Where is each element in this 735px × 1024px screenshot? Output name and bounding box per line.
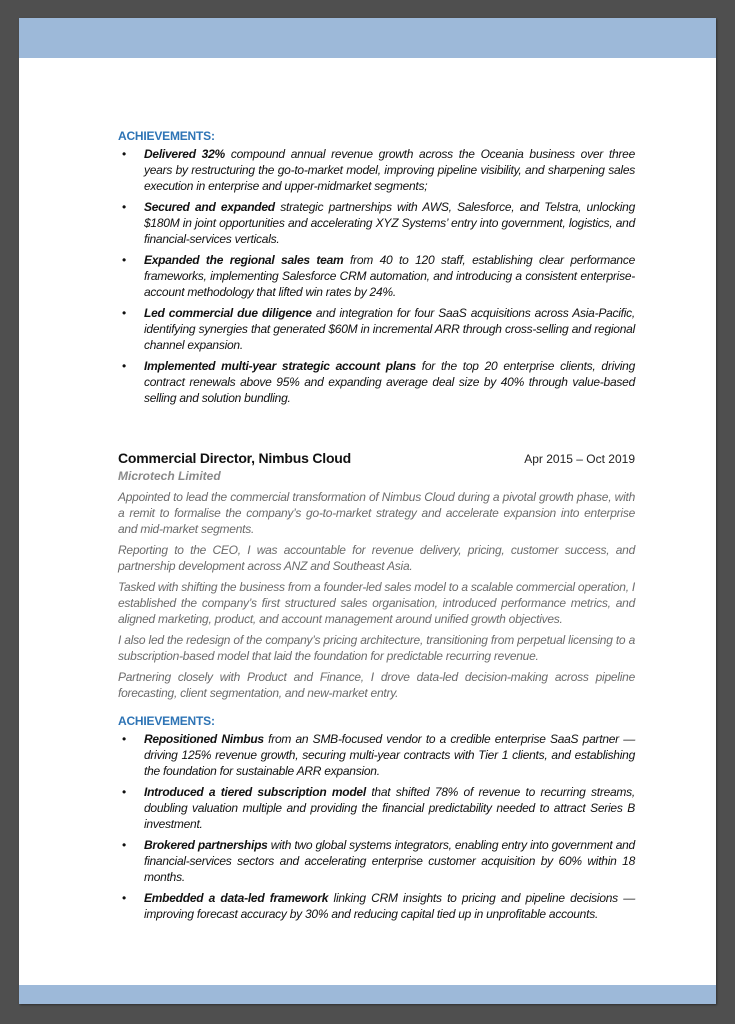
role-title: Commercial Director, Nimbus Cloud (118, 450, 352, 466)
summary-paragraph: Reporting to the CEO, I was accountable for revenue delivery, pricing, customer success, and partnership development across ANZ and Southeast Asia. (118, 543, 635, 573)
achievement-item (118, 146, 635, 194)
bullet-icon: • (122, 306, 126, 320)
role-dates: Apr 2015 – Oct 2019 (524, 452, 635, 466)
spacer (118, 701, 635, 713)
achievement-item (118, 837, 635, 885)
role-header (118, 450, 635, 466)
achievement-text: and integration for four SaaS acquisitions across Asia-Pacific, identifying synergies that generated $60M in incremental ARR through cross-selling and regional channel expansion. (144, 306, 636, 352)
page-content (118, 128, 635, 927)
achievements-list (118, 731, 635, 922)
achievement-lead: Introduced a tiered subscription model (144, 785, 366, 799)
bullet-icon: • (122, 891, 126, 905)
bullet-icon: • (122, 838, 126, 852)
achievement-text: with two global systems integrators, enabling entry into government and financial-services sectors and accelerating enterprise customer acquisition by 60% within 18 months. (144, 838, 635, 884)
achievements-heading: ACHIEVEMENTS: (118, 129, 215, 143)
summary-paragraph: Appointed to lead the commercial transformation of Nimbus Cloud during a pivotal growth phase, with a remit to formalise the company’s go-to-market strategy and accelerate expansion into enterprise and mid-market segments. (118, 490, 635, 536)
achievement-text: strategic partnerships with AWS, Salesforce, and Telstra, unlocking $180M in joint opportunities and accelerating XYZ Systems’ entry into government, logistics, and financial-services verticals. (144, 200, 636, 246)
achievement-item (118, 305, 635, 353)
achievement-item (118, 784, 635, 832)
summary-paragraph: Partnering closely with Product and Finance, I drove data-led decision-making across pipeline forecasting, client segmentation, and new-market entry. (118, 670, 635, 700)
bullet-icon: • (122, 732, 126, 746)
company-name: Microtech Limited (118, 469, 221, 483)
bullet-icon: • (122, 785, 126, 799)
achievement-text: that shifted 78% of revenue to recurring streams, doubling valuation multiple and providing the financial predictability needed to attract Series B investment. (144, 785, 635, 831)
achievement-text: from an SMB-focused vendor to a credible enterprise SaaS partner — driving 125% revenue growth, securing multi-year contracts with Tier 1 clients, and establishing the foundation for sustainable ARR expansion. (144, 732, 636, 778)
achievements-list (118, 146, 635, 406)
bullet-icon: • (122, 200, 126, 214)
achievement-lead: Embedded a data-led framework (144, 891, 329, 905)
achievement-text: linking CRM insights to pricing and pipeline decisions — improving forecast accuracy by 30% and reducing capital tied up in unprofitable accounts. (144, 891, 635, 921)
achievement-text: from 40 to 120 staff, establishing clear performance frameworks, implementing Salesforce CRM automation, and introducing a consistent enterprise-account methodology that lifted win rates by 24%. (144, 253, 636, 299)
achievement-lead: Brokered partnerships (144, 838, 268, 852)
achievement-text: compound annual revenue growth across the Oceania business over three years by restructuring the go-to-market model, improving pipeline visibility, and sharpening sales execution in enterprise and upper-midmarket segments; (144, 147, 635, 193)
achievement-item (118, 199, 635, 247)
header-band (19, 18, 716, 58)
role-summary (118, 489, 635, 701)
summary-paragraph: I also led the redesign of the company’s pricing architecture, transitioning from perpetual licensing to a subscription-based model that laid the foundation for predictable recurring revenue. (118, 633, 635, 663)
achievement-item (118, 252, 635, 300)
achievement-item (118, 358, 635, 406)
achievement-lead: Led commercial due diligence (144, 306, 312, 320)
bullet-icon: • (122, 147, 126, 161)
achievement-lead: Repositioned Nimbus (144, 732, 264, 746)
achievement-item (118, 731, 635, 779)
achievement-item (118, 890, 635, 922)
achievement-text: for the top 20 enterprise clients, driving contract renewals above 95% and expanding average deal size by 40% through value-based selling and solution bundling. (144, 359, 635, 405)
bullet-icon: • (122, 253, 126, 267)
document-page (19, 18, 716, 1004)
achievement-lead: Delivered 32% (144, 147, 225, 161)
achievement-lead: Implemented multi-year strategic account plans (144, 359, 416, 373)
achievements-heading: ACHIEVEMENTS: (118, 714, 215, 728)
achievement-lead: Secured and expanded (144, 200, 275, 214)
summary-paragraph: Tasked with shifting the business from a founder-led sales model to a scalable commercial operation, I established the company’s first structured sales organisation, introduced performance metrics, and aligned marketing, product, and account management around unified growth objectives. (118, 580, 635, 626)
footer-band (19, 985, 716, 1004)
bullet-icon: • (122, 359, 126, 373)
achievement-lead: Expanded the regional sales team (144, 253, 344, 267)
